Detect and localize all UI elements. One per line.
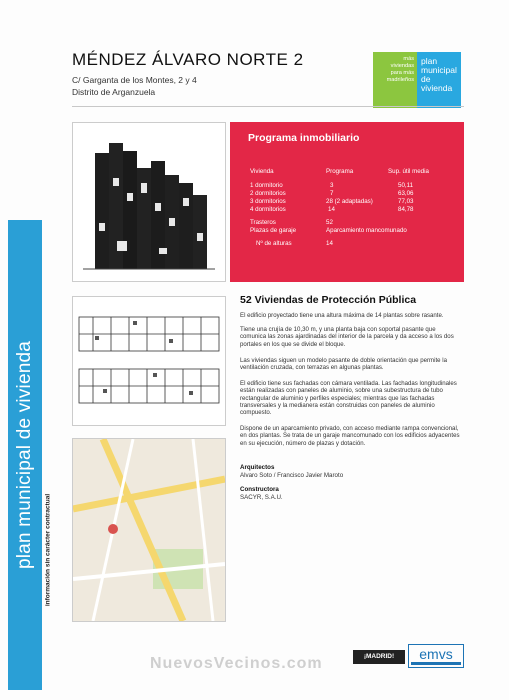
programa-title: Programa inmobiliario	[248, 132, 360, 144]
address-street: C/ Garganta de los Montes, 2 y 4	[72, 75, 197, 85]
logo-blue-block	[417, 52, 461, 108]
emvs-logo-text: emvs	[419, 646, 453, 662]
logo-right-line: de	[421, 74, 431, 84]
disclaimer-text: información sin carácter contractual	[44, 493, 52, 607]
table-cell: 3	[330, 182, 334, 189]
watermark: NuevosVecinos.com	[150, 655, 323, 672]
emvs-logo	[408, 644, 464, 668]
table-cell: 2 dormitorios	[250, 190, 286, 197]
paragraph: Tiene una crujía de 10,30 m, y una planta baja con soportal pasante que comunica las zonas ajardinadas del interior de la parcela y da acceso a los dos portales en los que se divide el bloque.	[240, 326, 454, 348]
logo-left-line: madrileños	[386, 77, 414, 83]
constructora-value: SACYR, S.A.U.	[240, 494, 283, 501]
garaje-label: Plazas de garaje	[250, 227, 297, 234]
table-header-vivienda: Vivienda	[250, 168, 274, 175]
logo-right-line: vivienda	[421, 83, 453, 93]
address-block	[72, 74, 197, 98]
facade-elevation-image	[72, 122, 226, 282]
table-cell: 1 dormitorio	[250, 182, 283, 189]
paragraph: Las viviendas siguen un modelo pasante de doble orientación que permite la ventilación cruzada, con terrazas en algunas plantas.	[240, 357, 447, 372]
floor-plan-drawing	[73, 297, 225, 425]
table-cell: 3 dormitorios	[250, 198, 286, 205]
floor-plan-image	[72, 296, 226, 426]
address-district: Distrito de Arganzuela	[72, 87, 156, 97]
header-divider	[72, 106, 464, 107]
table-cell: 50,11	[398, 182, 414, 189]
logo-green-block	[373, 52, 417, 108]
table-cell: 4 dormitorios	[250, 206, 286, 213]
table-cell: 84,78	[398, 206, 414, 213]
logo-left-line: viviendas	[390, 63, 414, 69]
madrid-logo: ¡MADRID!	[353, 650, 405, 664]
table-header-superficie: Sup. útil media	[388, 168, 429, 175]
location-marker-icon	[108, 524, 118, 534]
map-drawing	[73, 439, 225, 621]
trasteros-value: 52	[326, 219, 333, 226]
logo-left-line: para más	[390, 70, 414, 76]
table-cell: 7	[330, 190, 334, 197]
location-map[interactable]	[72, 438, 226, 622]
arquitectos-value: Alvaro Soto / Francisco Javier Maroto	[240, 472, 344, 479]
table-cell: 63,06	[398, 190, 414, 197]
constructora-label: Constructora	[240, 486, 279, 493]
section-heading: 52 Viviendas de Protección Pública	[240, 294, 417, 306]
paragraph: Dispone de un aparcamiento privado, con acceso mediante rampa convencional, en dos plantas. Se trata de un garaje mancomunado con los edificios adyacentes en su ejecución, número de plazas y dotación.	[240, 425, 460, 447]
paragraph: El edificio proyectado tiene una altura máxima de 14 plantas sobre rasante.	[240, 312, 444, 319]
paragraph: El edificio tiene sus fachadas con cámara ventilada. Las fachadas longitudinales están realizadas con paneles de aluminio, sobre una subestructura de tubo rectangular de aluminio y perfiles especiales; mientras que las fachadas transversales y la medianera están construidas con paneles de aluminio compuesto.	[240, 380, 457, 417]
alturas-label: Nº de alturas	[256, 240, 292, 247]
logo-left-line: más	[403, 56, 414, 62]
programa-inmobiliario-panel	[230, 122, 464, 282]
logo-right-line: municipal	[421, 65, 457, 75]
garaje-value: Aparcamiento mancomunado	[326, 227, 407, 234]
facade-drawing	[73, 123, 225, 281]
alturas-value: 14	[326, 240, 333, 247]
arquitectos-label: Arquitectos	[240, 464, 275, 471]
table-cell: 77,03	[398, 198, 414, 205]
sidebar-label: plan municipal de vivienda	[14, 340, 35, 570]
table-header-programa: Programa	[326, 168, 354, 175]
table-cell: 14	[328, 206, 335, 213]
logo-right-line: plan	[421, 56, 438, 66]
page-title: MÉNDEZ ÁLVARO NORTE 2	[72, 50, 304, 69]
plan-municipal-logo	[373, 52, 461, 108]
table-cell: 28 (2 adaptadas)	[326, 198, 373, 205]
trasteros-label: Trasteros	[250, 219, 276, 226]
